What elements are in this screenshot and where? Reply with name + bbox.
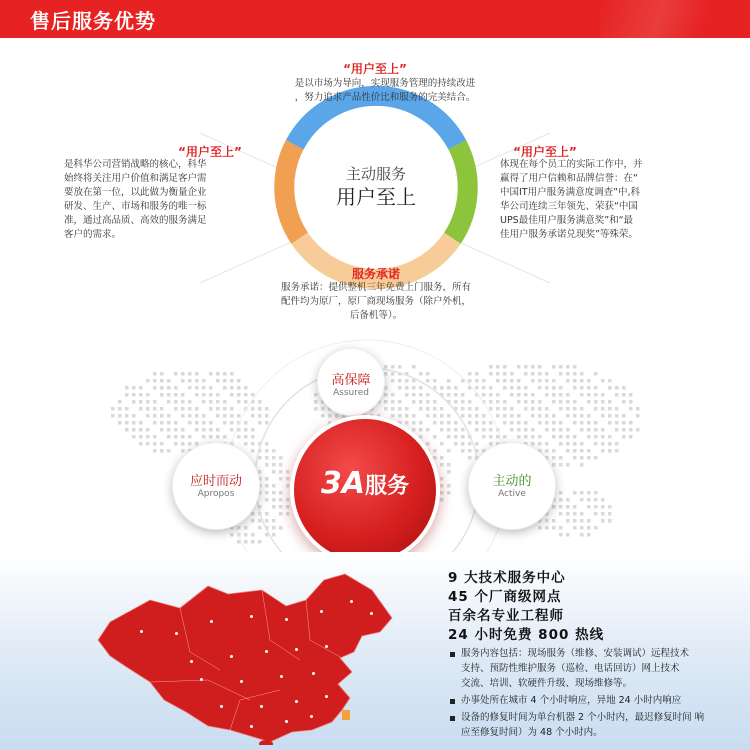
ring-center-small: 主动服务 (345, 165, 406, 183)
city-dot (370, 612, 373, 615)
active-sub: Active (498, 489, 526, 499)
city-dot (140, 630, 143, 633)
stat-line: 百余名专业工程师 (448, 608, 564, 624)
assured-circle (317, 348, 385, 416)
city-dot (320, 610, 323, 613)
city-dot (210, 620, 213, 623)
city-dot (285, 720, 288, 723)
page-title: 售后服务优势 (30, 9, 156, 33)
city-dot (295, 700, 298, 703)
top-section-text (255, 77, 515, 105)
city-dot (280, 675, 283, 678)
stats-block (448, 566, 738, 642)
stat-line: 24 小时免费 800 热线 (448, 627, 605, 643)
active-circle (468, 442, 556, 530)
active-label: 主动的 (492, 474, 532, 489)
ring-center-big: 用户至上 (336, 185, 416, 209)
city-dot (265, 650, 268, 653)
city-dot (325, 695, 328, 698)
bullet-item: 服务内容包括：现场服务（维修、安装调试）远程技术 支持、预防性维护服务（巡检、电话回访）网上技术 交流、培训、软硬件升级、现场维修等。 (461, 648, 690, 689)
assured-sub: Assured (333, 388, 369, 398)
stat-line: 45 个厂商级网点 (448, 589, 562, 605)
city-dot (325, 645, 328, 648)
bottom-section-text: 服务承诺：提供整机三年免费上门服务，所有 配件均为原厂，原厂商现场服务（除户外机， 后备机等）。 (280, 282, 471, 321)
left-section-text: 是科华公司营销战略的核心，科华 始终将关注用户价值和满足客户需 要放在第一位，以此做为衡量企业 研发、生产、市场和服务的唯一标 准，通过高品质、高效的服务满足 客户的需求。 (64, 159, 207, 240)
city-dot (295, 648, 298, 651)
bullet-item: 办事处所在城市 4 个小时响应，异地 24 小时内响应 (461, 695, 682, 706)
left-section-title: “用户至上” (178, 145, 242, 159)
city-dot (220, 705, 223, 708)
city-dot (350, 600, 353, 603)
bottom-section-title: 服务承诺 (351, 267, 400, 281)
city-dots (80, 560, 425, 745)
right-section-title: “用户至上” (513, 145, 577, 159)
city-dot (240, 680, 243, 683)
header-accent (600, 0, 750, 38)
bullet-item: 设备的修复时间为单台机器 2 个小时内，最迟修复时间 响 应至修复时间）为 48 个小时内。 (461, 712, 705, 738)
bullet-marker (450, 699, 455, 704)
city-dot (312, 672, 315, 675)
city-dot (250, 615, 253, 618)
city-dot (230, 655, 233, 658)
city-dot (190, 660, 193, 663)
stat-line: 9 大技术服务中心 (448, 570, 566, 586)
apropos-circle (172, 442, 260, 530)
city-dot (175, 632, 178, 635)
assured-label: 高保障 (331, 373, 371, 388)
top-text-line: 是以市场为导向，实现服务管理的持续改进 (294, 78, 476, 89)
bullet-marker (450, 652, 455, 657)
city-dot (260, 705, 263, 708)
city-dot (285, 618, 288, 621)
city-dot (250, 725, 253, 728)
bullet-marker (450, 716, 455, 721)
right-section-text: 体现在每个员工的实际工作中，并 赢得了用户信赖和品牌信誉：在“ 中国IT用户服务满意度调查”中,科 华公司连续三年领先、荣获“中国 UPS最佳用户服务满意奖”和“最 佳用户服务承诺兑现奖”等殊荣。 (500, 159, 643, 240)
top-text-line: ，努力追求产品性价比和服务的完美结合。 (294, 92, 476, 103)
city-dot (310, 715, 313, 718)
apropos-label: 应时而动 (189, 474, 242, 489)
city-dot (200, 678, 203, 681)
3a-service-circle (290, 415, 440, 565)
top-section-title: “用户至上” (343, 62, 407, 76)
apropos-sub: Apropos (197, 489, 235, 499)
3a-service-label: 3A服务 (320, 466, 410, 501)
